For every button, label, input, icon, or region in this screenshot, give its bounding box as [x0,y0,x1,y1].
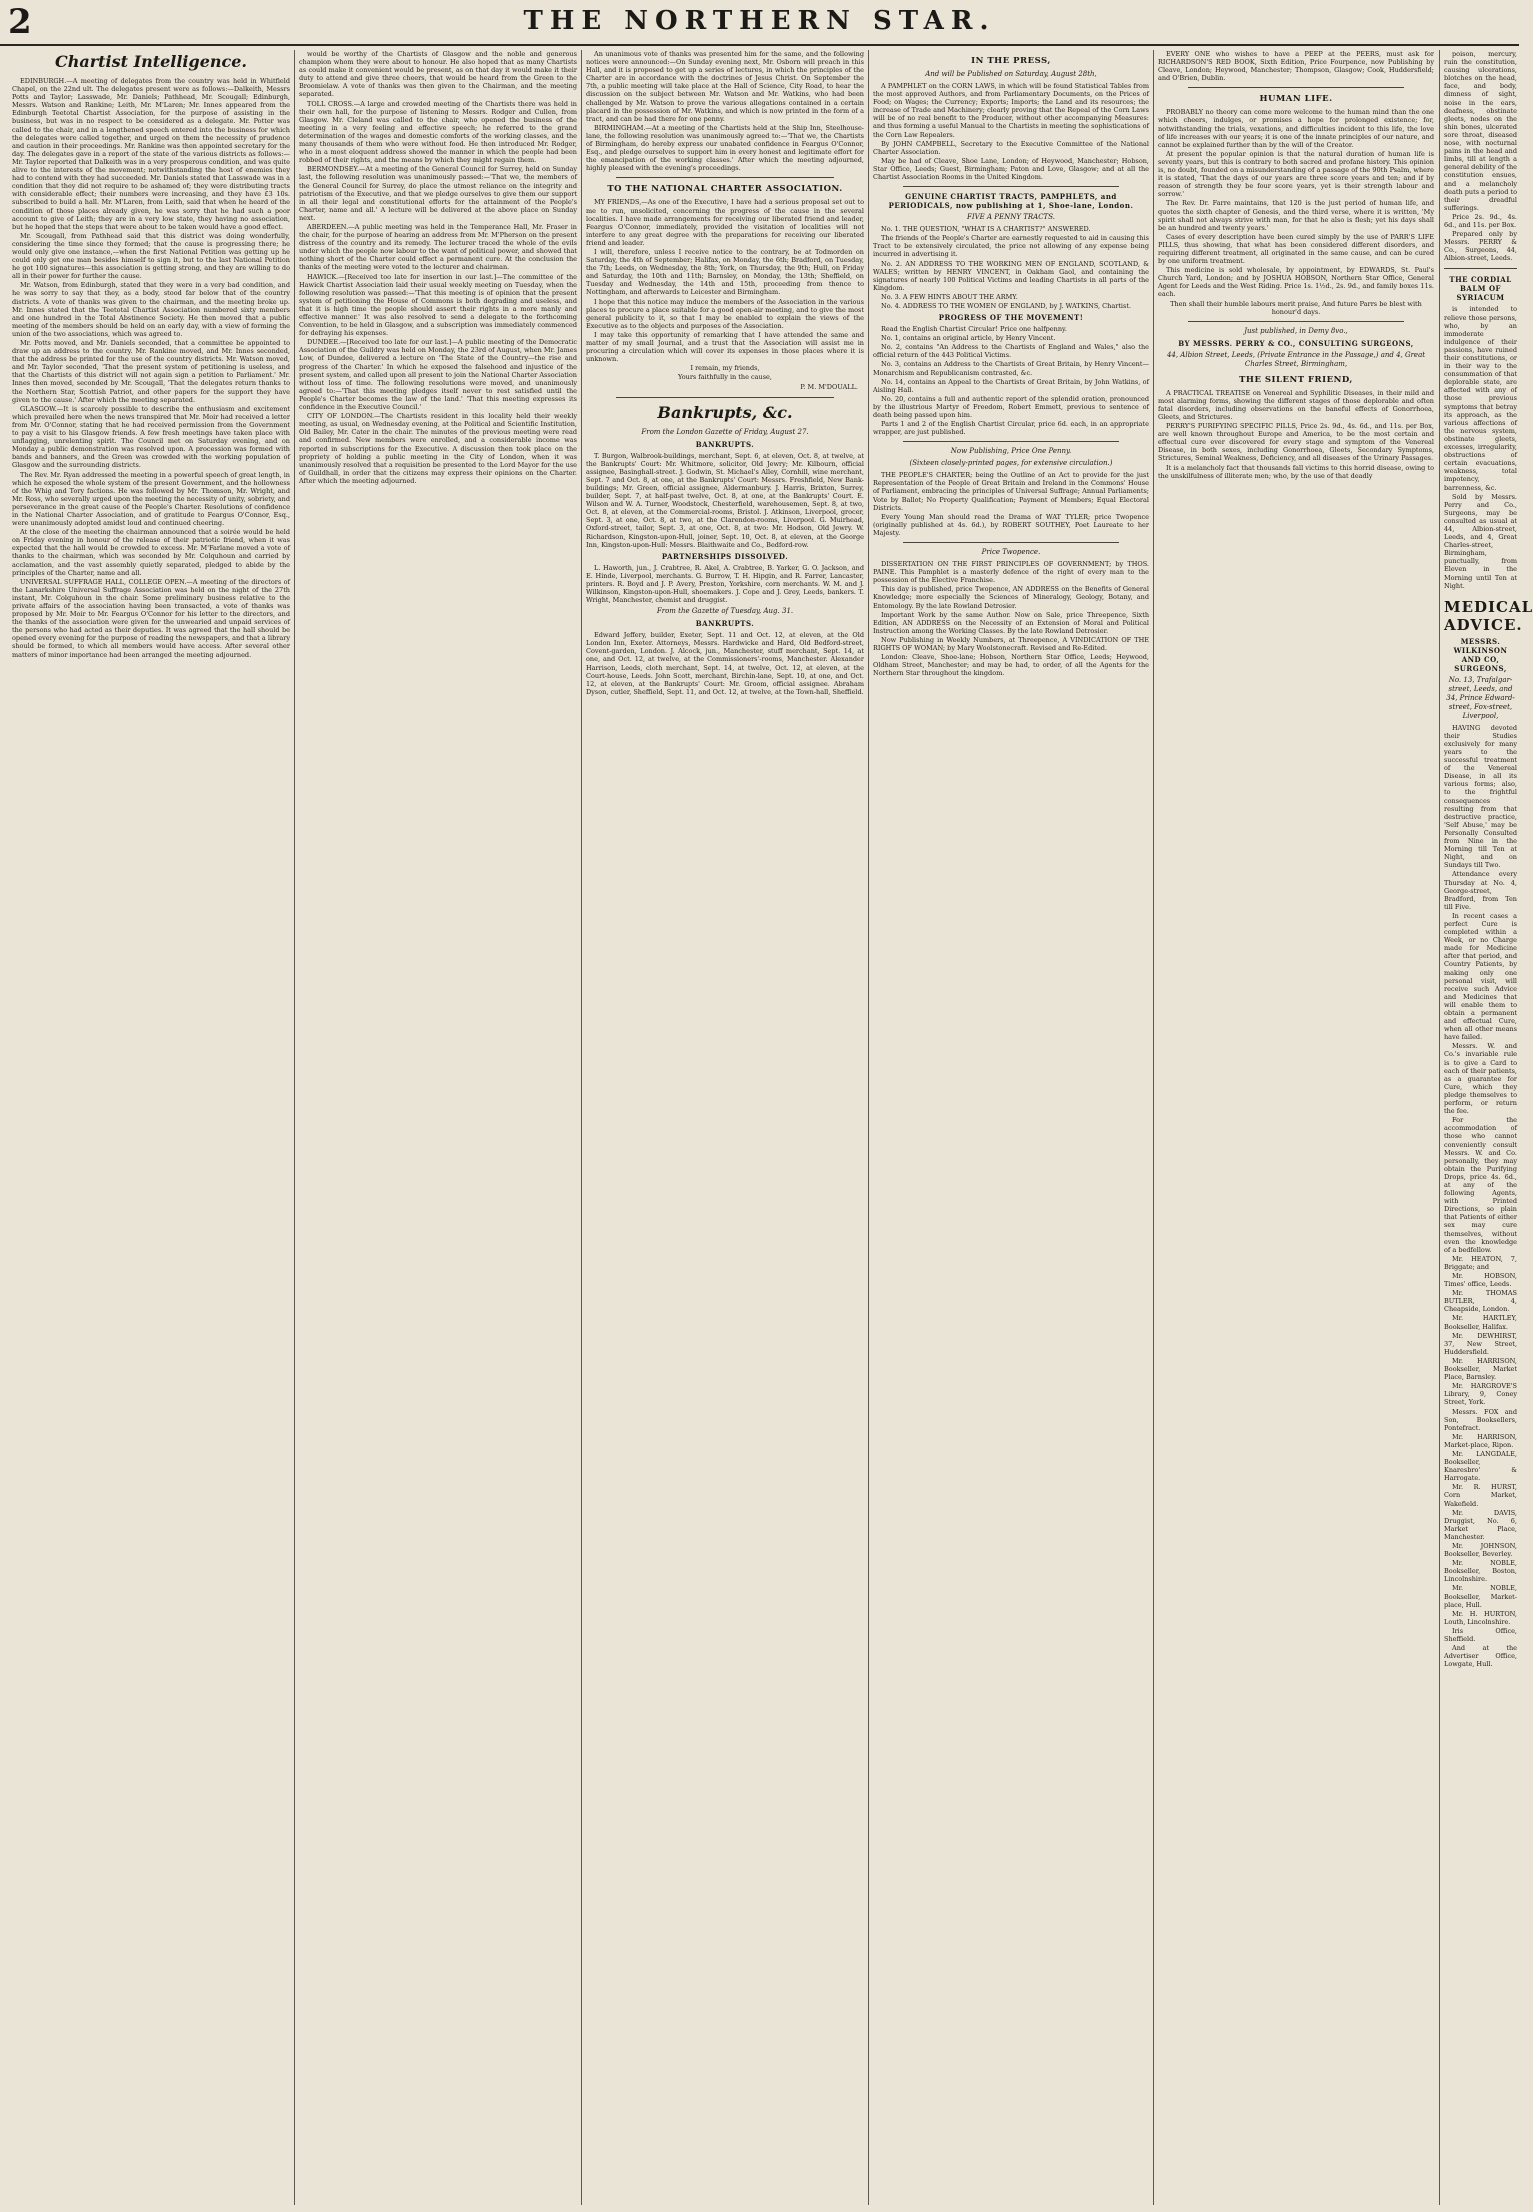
advert-subheading: Now Publishing, Price One Penny. [950,447,1072,456]
gazette-date: From the Gazette of Tuesday, Aug. 31. [656,607,794,616]
list-item: Iris Office, Sheffield. [1444,1626,1517,1644]
list-label: PARTNERSHIPS DISSOLVED. [661,551,789,561]
divider [616,177,834,178]
advert-paragraph: EVERY ONE who wishes to have a PEEP at the PEERS, must ask for RICHARDSON'S RED BOOK, Sixth Edition, Price Fourpence, now Publishing by Cleave, London; Heywood, Manchester; Thompson, Glasgow; Cook, Huddersfield; and O'Brien, Dublin. [1158,50,1434,83]
advert-paragraph: May be had of Cleave, Shoe Lane, London; of Heywood, Manchester; Hobson, Star Office, Leeds; Guest, Birmingham; Paton and Love, Glasgow; and at all the Chartist Association Rooms in the United Kingdom. [873,156,1149,182]
article-paragraph: Mr. Scougall, from Pathhead said that this district was doing wonderfully, considering the time since they formed; that the cause is progressing there; he would only give one instance,—when the first National Petition was getting up he could only get one man besides himself to sign it, but to the last National Petition he got 100 signatures—this association is getting strong, and they are willing to do all in their power for further the cause. [12,231,290,281]
advert-heading: MESSRS. WILKINSON AND CO, SURGEONS, [1453,636,1508,673]
list-item: Mr. JOHNSON, Bookseller, Beverley. [1444,1542,1517,1559]
masthead [0,0,1519,46]
column-3 [586,50,864,2205]
divider [903,186,1119,187]
advert-paragraph: London: Cleave, Shoe-lane; Hobson, Northern Star Office, Leeds; Heywood, Oldham Street, Manchester; and may be had, to order, of all the Agents for the Northern Star throughout the kingdom. [873,653,1149,678]
article-paragraph: The Rev. Mr. Ryan addressed the meeting in a powerful speech of great length, in which he exposed the whole system of the present Government, and the hollowness of the Whig and Tory factions. He was followed by Mr. Thomson, Mr. Wright, and Mr. Ross, who severally urged upon the meeting the necessity of unity, sobriety, and perseverance in the great cause of the People's Charter. Resolutions of confidence in the National Charter Association, and of gratitude to Feargus O'Connor, Esq., were unanimously adopted amidst loud and continued cheering. [12,470,290,528]
advert-paragraph: No. 20, contains a full and authentic report of the splendid oration, pronounced by the illustrious Martyr of Freedom, Robert Emmett, previous to sentence of death being passed upon him. [873,394,1149,419]
list-item: Mr. NOBLE, Bookseller, Boston, Lincolnshire. [1444,1559,1517,1584]
letter-paragraph: MY FRIENDS,—As one of the Executive, I have had a serious proposal set out to me to run, unsolicited, concerning the progress of the cause in the several localities. I have made arrangements for receiving our liberated friend and leader, Feargus O'Connor, immediately, provided the visitation of localities will not interfere to any great degree with the preparations for receiving our liberated friend and leader. [586,198,864,247]
article-paragraph: EDINBURGH.—A meeting of delegates from the country was held in Whitfield Chapel, on the 22nd ult. The delegates present were as follows:—Dalkeith, Messrs Potts and Taylor; Lasswade, Mr. Daniels; Pathhead, Mr. Scougall; Edinburgh, Messrs. Watson and Rankine; Leith, Mr. M'Laren; Mr. Innes appeared from the Edinburgh Teetotal Chartist Association, for the purpose of assisting in the business, but was in no respect to be considered as a delegate. Mr. Potter was called to the chair, and in a lengthened speech entered into the business for which the delegates were called together, and urged on them the necessity of prudence and caution in their proceedings. Mr. Rankine was then appointed secretary for the day. The delegates gave in a report of the state of the various districts as follows:—Mr. Taylor reported that Dalkeith was in a very prosperous condition, and was quite alive to the interests of the movement; notwithstanding the host of enemies they had to contend with they had succeeded. Mr. Daniels stated that Lasswade was in a condition that they did not require to be ashamed of; they were distributing tracts with considerable effect; their numbers were increasing, and they have £3 10s. subscribed to build a hall. Mr. M'Laren, from Leith, said that when he heard of the condition of those places already given, he was sorry that he had such a poor account to give of Leith; they are in a very low state, they having no association, but he hoped that the steps that were about to be taken would have a good effect. [12,77,290,231]
article-paragraph: CITY OF LONDON.—The Chartists resident in this locality held their weekly meeting, as usual, on Wednesday evening, at the Political and Scientific Institution, Old Bailey, Mr. Cater in the chair. The minutes of the previous meeting were read and confirmed. New members were enrolled, and a considerable income was reported in subscriptions for the Executive. A discussion then took place on the propriety of holding a public meeting in the City of London, when it was unanimously resolved that a requisition be presented to the Lord Mayor for the use of Guildhall, in order that the citizens may express their opinions on the Charter. After which the meeting adjourned. [299,412,577,485]
column-rule [294,50,295,2205]
advert-paragraph: For the accommodation of those who cannot conveniently consult Messrs. W. and Co. personally, they may obtain the Purifying Drops, price 4s. 6d., at any of the following Agents, with Printed Directions, so plain that Patients of either sex may cure themselves, without even the knowledge of a bedfellow. [1444,1116,1517,1254]
medical-advice-heading: MEDICAL ADVICE. [1444,597,1533,634]
advert-paragraph: HAVING devoted their Studies exclusively for many years to the successful treatment of the Venereal Disease, in all its various forms; also, to the frightful consequences resulting from that destructive practice, 'Self Abuse,' may be Personally Consulted from Nine in the Morning till Ten at Night, and on Sundays till Two. [1444,723,1517,870]
divider [903,441,1119,442]
letter-paragraph: I may take this opportunity of remarking that I have attended the same and matter of my small Journal, and a trust that the Association will assist me in procuring a circulation which will cover its expenses in those places where it is unknown. [586,330,864,364]
advert-paragraph: No. 14, contains an Appeal to the Chartists of Great Britain, by John Watkins, of Aisling Hall. [873,377,1149,394]
advert-paragraph: Important Work by the same Author. Now on Sale, price Threepence, Sixth Edition, AN ADDRESS on the Necessity of an Extension of Moral and Political Instruction among the Working Classes. By the late Rowland Detrosier. [873,610,1149,635]
list-label: BANKRUPTS. [695,619,755,629]
gazette-date: From the London Gazette of Friday, August 27. [641,427,809,436]
advert-paragraph: The friends of the People's Charter are earnestly requested to aid in causing this Tract to be extensively circulated, the price not allowing of any expense being incurred in advertising it. [873,234,1149,259]
advert-paragraph: No. 1. THE QUESTION, "WHAT IS A CHARTIST?" ANSWERED. [881,225,1091,234]
article-paragraph: Mr. Watson, from Edinburgh, stated that they were in a very bad condition, and he was sorry to say that they, as a body, stood far below that of the country districts. A vote of thanks was given to the chairman, and the meeting broke up. Mr. Innes stated that the Teetotal Chartist Association numbered sixty members and one hundred in the Total Abstinence Society. He then moved that a public meeting of the members should be held on an early day, with a view of forming the union of the two associations, which was agreed to. [12,281,290,338]
article-paragraph: BIRMINGHAM.—At a meeting of the Chartists held at the Ship Inn, Steelhouse-lane, the following resolution was unanimously agreed to:—'That we, the Chartists of Birmingham, do hereby express our unabated confidence in Feargus O'Connor, Esq., and pledge ourselves to support him in every honest and legitimate effort for the emancipation of the working classes.' After which the meeting adjourned, highly pleased with the evening's proceedings. [586,123,864,173]
article-paragraph: would be worthy of the Chartists of Glasgow and the noble and generous champion whom they were about to honour. He also hoped that as many Chartists as could make it convenient would be present, as on that day it would make it their duty to attend and give three cheers, that would be heard from the Green to the Broomielaw. A vote of thanks was then given to the Chairman, and the meeting separated. [299,50,577,99]
letter-paragraph: I will, therefore, unless I receive notice to the contrary, be at Todmorden on Saturday, the 4th of September; Halifax, on Monday, the 6th; Bradford, on Tuesday, the 7th; Leeds, on Wednesday, the 8th; York, on Thursday, the 9th; Hull, on Friday and Saturday, the 10th and 11th; Barnsley, on Monday, the 13th; Sheffield, on Tuesday and Wednesday, the 14th and 15th, proceeding from thence to Nottingham, and afterwards to Leicester and Birmingham. [586,247,864,297]
advert-verse: Then shall their humble labours merit praise, And future Parrs be blest with honour'd days. [1170,299,1422,316]
advert-heading: HUMAN LIFE. [1259,94,1333,105]
letter-signoff: I remain, my friends, [690,364,760,373]
advert-paragraph: Read the English Chartist Circular! Price one halfpenny. [881,325,1067,334]
letter-heading: TO THE NATIONAL CHARTER ASSOCIATION. [607,184,843,195]
article-paragraph: At the close of the meeting the chairman announced that a soirée would be held on Friday evening in honour of the release of their patriotic friend, when it was expected that the hall would be crowded to excess. Mr. M'Farlane moved a vote of thanks to the chairman, which was seconded by Mr. Colquhoun and carried by acclamation, and the vast assembly quietly separated, pledged to abide by the principles of the Charter, name and all. [12,528,290,577]
page-number: 2 [8,2,32,42]
bankrupts-list: T. Burgon, Walbrook-buildings, merchant, Sept. 6, at eleven, Oct. 8, at twelve, at the Bankrupts' Court: Mr. Whitmore, solicitor, Old Jewry; Mr. Kilbourn, official assignee, Basinghall-street. J. Godwin, St. Michael's Alley, Cornhill, wine merchant, Sept. 7 and Oct. 8, at one, at the Bankrupts' Court: Messrs. Freshfield, New Bank-buildings; Mr. Green, official assignee, Aldermanbury. J. Harris, Brixton, Surrey, builder, Sept. 7, at half-past twelve, Oct. 8, at one, at the Bankrupts' Court. E. Wilson and W. A. Turner, Woodstock, Chesterfield, warehousemen, Sept. 8, at two, Oct. 8, at eleven, at the Commercial-rooms, Bristol. J. Atkinson, Liverpool, grocer, Sept. 3, at one, Oct. 8, at two, at the Clarendon-rooms, Liverpool. G. Muirhead, Oxford-street, tailor, Sept. 3, at one, Oct. 8, at two: Mr. Hodson, Old Jewry. W. Richardson, Kingston-upon-Hull, joiner, Sept. 10, Oct. 8, at eleven, at the George Inn, Kingston-upon-Hull: Messrs. Blaithwaite and Co., Bedford-row. [586,451,864,549]
column-4 [873,50,1149,2205]
advert-paragraph: No. 1, contains an original article, by Henry Vincent. [881,334,1056,343]
advert-title: THE SILENT FRIEND, [1239,374,1353,385]
advert-paragraph: DISSERTATION ON THE FIRST PRINCIPLES OF GOVERNMENT; by THOS. PAINE. This Pamphlet is a masterly defence of the right of every man to the possession of the Elective Franchise. [873,560,1149,585]
article-paragraph: BERMONDSEY.—At a meeting of the General Council for Surrey, held on Sunday last, the following resolution was unanimously passed:—'That we, the members of the General Council for Surrey, do place the utmost reliance on the integrity and patriotism of the Executive, and that we pledge ourselves to give them our support in all their legal and constitutional efforts for the attainment of the People's Charter, name and all.' A lecture will be delivered at the above place on Sunday next. [299,165,577,222]
advert-paragraph: Messrs. W. and Co.'s invariable rule is to give a Card to each of their patients, as a guarantee for Cure, which they pledge themselves to perform, or return the fee. [1444,1042,1517,1116]
list-item: And at the Advertiser Office, Lowgate, Hull. [1444,1644,1517,1669]
column-5 [1158,50,1434,2205]
advert-paragraph: At present the popular opinion is that the natural duration of human life is seventy years, but this is contrary to both sacred and profane history. This opinion is, no doubt, founded on a misunderstanding of a passage of the 90th Psalm, where it is stated, 'That the days of our years are three score years and ten; and if by reason of strength they be four score years, yet is their strength labour and sorrow.' [1158,149,1434,199]
list-label: BANKRUPTS. [695,439,755,449]
column-2 [299,50,577,2205]
agents-list [1444,1255,1517,1669]
list-item: Mr. NOBLE, Bookseller, Market-place, Hull. [1444,1584,1517,1609]
divider [1444,268,1517,269]
advert-heading: THE CORDIAL BALM OF SYRIACUM [1449,275,1512,303]
column-rule [581,50,582,2205]
advert-paragraph: In recent cases a perfect Cure is completed within a Week, or no Charge made for Medicine after that period, and Country Patients, by making only one personal visit, will receive such Advice and Medicines that will enable them to obtain a permanent and effectual Cure, when all other means have failed. [1444,911,1517,1042]
advert-paragraph: Every Young Man should read the Drama of WAT TYLER; price Twopence (originally published at 4s. 6d.), by ROBERT SOUTHEY, Poet Laureate to her Majesty. [873,512,1149,537]
advert-paragraph: Parts 1 and 2 of the English Chartist Circular, price 6d. each, in an appropriate wrapper, are just published. [873,420,1149,437]
advert-paragraph: Now Publishing in Weekly Numbers, at Threepence, A VINDICATION OF THE RIGHTS OF WOMAN; by Mary Woolstonecraft. Revised and Re-Edited. [873,635,1149,652]
list-item: Messrs. FOX and Son, Booksellers, Pontefract. [1444,1407,1517,1432]
advert-paragraph: This day is published, price Twopence, AN ADDRESS on the Benefits of General Knowledge; more especially the Sciences of Mineralogy, Geology, Botany, and Entomology. By the late Rowland Detrosier. [873,585,1149,610]
list-item: Mr. H. HURTON, Louth, Lincolnshire. [1444,1609,1517,1626]
column-1 [12,50,290,2205]
divider [1188,87,1404,88]
advert-paragraph: PERRY'S PURIFYING SPECIFIC PILLS, Price 2s. 9d., 4s. 6d., and 11s. per Box, are well known throughout Europe and America, to be the most certain and effectual cure ever discovered for every stage and symptom of the Venereal Disease, in both sexes, including Gonorrhoea, Gleets, Secondary Symptoms, Strictures, Seminal Weakness, Deficiency, and all diseases of the Urinary Passages. [1158,422,1434,463]
list-item: Mr. DAVIS, Druggist, No. 6, Market Place, Manchester. [1444,1508,1517,1541]
newspaper-title: THE NORTHERN STAR. [523,6,996,36]
list-item: Mr. HARRISON, Bookseller, Market Place, Barnsley. [1444,1356,1517,1382]
advert-subheading: FIVE A PENNY TRACTS. [967,213,1055,222]
advert-paragraph: Cases of every description have been cured simply by the use of PARR'S LIFE PILLS, thus showing, that what has been considered different disorders, and requiring different treatment, all originated in the same cause, and can be cured by one uniform treatment. [1158,232,1434,266]
article-paragraph: UNIVERSAL SUFFRAGE HALL, COLLEGE OPEN.—A meeting of the directors of the Lanarkshire Universal Suffrage Association was held on the night of the 27th instant, Mr. Colquhoun in the chair. Some preliminary business relative to the private affairs of the association having been transacted, a vote of thanks was proposed by Mr. Moir to Mr. Feargus O'Connor for his letter to the directors, and the thanks of the association were given for the unwearied and unpaid services of the persons who had acted as their deputies. It was agreed that the hall should be opened every evening for the purpose of reading the newspapers, and that a library should be formed, to which all members would have access. After several other matters of minor importance had been arranged the meeting adjourned. [12,577,290,659]
list-item: Mr. THOMAS BUTLER, 4, Cheapside, London. [1444,1289,1517,1314]
partnerships-list: L. Haworth, jun., J. Crabtree, R. Akel, A. Crabtree, B. Yarker, G. O. Jackson, and E. Hinde, Liverpool, merchants. G. Burrow, T. H. Hipgin, and R. Farrer, Lancaster, printers. R. Boyd and J. P. Avery, Preston, Yorkshire, corn merchants. W. M. and J. Wilkinson, Kingston-upon-Hull, shoemakers. J. Cope and J. Grey, Leeds, bankers. T. Wright, Manchester, chemist and druggist. [586,563,864,605]
advert-subheading: Just published, in Demy 8vo., [1244,326,1348,335]
list-item: Mr. HEATON, 7, Briggate; and [1444,1254,1517,1271]
advert-paragraph: Prepared only by Messrs. PERRY & Co., Surgeons, 44, Albion-street, Leeds. [1444,230,1517,263]
advert-paragraph: A PAMPHLET on the CORN LAWS, in which will be found Statistical Tables from the most approved Authors, and from Parliamentary Documents, on the Prices of Food; on Wages; the Currency; Exports; Imports; the Land and its resources; the increase of Trade and Machinery; clearly proving that the Repeal of the Corn Laws will be of no real benefit to the Producer, without other accompanying Measures: and thus forming a useful Manual to the Chartists in meeting the sophistications of the Corn Law Repealers. [873,82,1149,139]
advert-paragraph: Attendance every Thursday at No. 4, George-street, Bradford, from Ten till Five. [1444,870,1517,911]
list-item: Mr. HARRISON, Market-place, Ripon. [1444,1432,1517,1449]
advert-paragraph: is intended to relieve those persons, who, by an immoderate indulgence of their passions, have ruined their constitutions, or in their way to the consummation of that deplorable state, are affected with any of those previous symptoms that betray its approach, as the various affections of the nervous system, obstinate gleets, excesses, irregularity, obstructions of certain evacuations, weakness, total impotency, barrenness, &c. [1444,305,1517,492]
article-paragraph: GLASGOW.—It is scarcely possible to describe the enthusiasm and excitement which prevailed here when the news transpired that Mr. Moir had received a letter from Mr. O'Connor, stating that he had received permission from the Government to pay a visit to his Glasgow friends. A few fresh meetings have taken place with unflagging, unrelenting spirit. The Council met on Saturday evening, and on Monday a public demonstration was resolved upon. A procession was formed with bands and banners, and the Green was crowded with the working population of Glasgow and the surrounding districts. [12,404,290,470]
list-item: Mr. HOBSON, Times' office, Leeds. [1444,1272,1517,1289]
list-item: Mr. LANGDALE, Bookseller, Knaresbro' & Harrogate. [1444,1449,1517,1483]
letter-paragraph: I hope that this notice may induce the members of the Association in the various places to procure a place suitable for a good open-air meeting, and to give the most general publicity to it, so that I may be enabled to explain the views of the Executive as to the objects and purposes of the Association. [586,297,864,330]
advert-paragraph: It is a melancholy fact that thousands fall victims to this horrid disease, owing to the unskilfulness of illiterate men; who, by the use of that deadly [1158,463,1434,480]
advert-heading: PROGRESS OF THE MOVEMENT! [938,313,1084,323]
bankrupts-list: Edward Jeffery, builder, Exeter, Sept. 11 and Oct. 12, at eleven, at the Old London Inn, Exeter. Attorneys, Messrs. Hardwicke and Hard, Old Bedford-street, Covent-garden, London. J. Alcock, jun., Manchester, stuff merchant, Sept. 14, at one, and Oct. 12, at twelve, at the Commissioners'-rooms, Manchester. Alexander Harrison, Leeds, cloth merchant, Sept. 14, at twelve, Oct. 12, at eleven, at the Court-house, Leeds. John Scott, merchant, Birchin-lane, Sept. 10, at one, and Oct. 12, at eleven, at the Bankrupts' Court: Mr. Groom, official assignee. Abraham Dyson, cutler, Sheffield, Sept. 11, and Oct. 12, at twelve, at the Town-hall, Sheffield. [586,631,864,696]
advert-address: No. 13, Trafalgar-street, Leeds, and 34, Prince Edward-street, Fox-street, Liverpool, [1446,675,1515,720]
advert-heading: IN THE PRESS, [971,56,1051,66]
column-rule [1439,50,1440,2205]
letter-signature: P. M. M'DOUALL. [800,383,858,392]
divider [903,542,1119,543]
advert-paragraph: No. 4. ADDRESS TO THE WOMEN OF ENGLAND, by J. WATKINS, Chartist. [881,301,1132,310]
advert-paragraph: No. 2. AN ADDRESS TO THE WORKING MEN OF ENGLAND, SCOTLAND, & WALES; written by HENRY VINCENT, in Oakham Gaol, and containing the signatures of nearly 100 Political Victims and leading Chartists in all parts of the Kingdom. [873,259,1149,292]
divider [616,397,834,398]
advert-paragraph: No. 3. A FEW HINTS ABOUT THE ARMY. [881,292,1018,301]
advert-paragraph: No. 2, contains "An Address to the Chartists of England and Wales," also the official return of the 443 Political Victims. [873,343,1149,360]
advert-paragraph: By JOHN CAMPBELL, Secretary to the Executive Committee of the National Charter Association. [873,139,1149,156]
advert-paragraph: poison, mercury, ruin the constitution, causing ulcerations, blotches on the head, face, and body, dimness of sight, noise in the ears, deafness, obstinate gleets, nodes on the shin bones, ulcerated sore throat, diseased nose, with nocturnal pains in the head and limbs, till at length a general debility of the constitution ensues, and a melancholy death puts a period to their dreadful sufferings. [1444,50,1517,212]
letter-signoff: Yours faithfully in the cause, [678,373,772,382]
column-rule [1153,50,1154,2205]
column-6 [1444,50,1533,2205]
advert-subheading: Price Twopence. [981,548,1041,557]
column-rule [868,50,869,2205]
advert-paragraph: No. 3, contains an Address to the Chartists of Great Britain, by Henry Vincent—Monarchism and Republicanism contrasted, &c. [873,360,1149,377]
list-item: Mr. HARGROVE'S Library, 9, Coney Street, York. [1444,1382,1517,1407]
advert-paragraph: THE PEOPLE'S CHARTER; being the Outline of an Act to provide for the just Representation of the People of Great Britain and Ireland in the Commons' House of Parliament, embracing the principles of Universal Suffrage; Annual Parliaments; Vote by Ballot; No Property Qualification; Payment of Members; Equal Electoral Districts. [873,471,1149,512]
advert-subheading: (Sixteen closely-printed pages, for extensive circulation.) [909,459,1113,468]
article-paragraph: ABERDEEN.—A public meeting was held in the Temperance Hall, Mr. Fraser in the chair, for the purpose of hearing an address from Mr. M'Pherson on the present distress of the country and its remedy. The lecturer traced the whole of the evils under which the people now labour to the want of political power, and showed that nothing short of the Charter could effect a permanent cure. At the conclusion the thanks of the meeting were voted to the lecturer and chairman. [299,222,577,272]
list-item: Mr. DEWHIRST, 37, New Street, Huddersfield. [1444,1331,1517,1356]
advert-paragraph: PROBABLY no theory can come more welcome to the human mind than the one which cheers, indulges, or promises a hope for prolonged existence; for, notwithstanding the trials, vexations, and difficulties incident to this life, the love of life increases with our years; it is one of the innate principles of our nature, and cannot be explained further than by the will of the Creator. [1158,108,1434,149]
section-heading-bankrupts: Bankrupts, &c. [657,402,793,422]
divider [1188,321,1404,322]
list-item: Mr. HARTLEY, Bookseller, Halifax. [1444,1314,1517,1331]
advert-heading: GENUINE CHARTIST TRACTS, PAMPHLETS, and PERIODICALS, now publishing at 1, Shoe-lane, London. [888,192,1134,211]
advert-address: 44, Albion Street, Leeds, (Private Entrance in the Passage,) and 4, Great Charles Street, Birmingham, [1166,350,1426,368]
advert-paragraph: This medicine is sold wholesale, by appointment, by EDWARDS, St. Paul's Church Yard, London; and by JOSHUA HOBSON, Northern Star Office, General Agent for Leeds and the West Riding. Price 1s. 1½d., 2s. 9d., and family boxes 11s. each. [1158,266,1434,299]
advert-heading: BY MESSRS. PERRY & CO., CONSULTING SURGEONS, [1178,338,1414,348]
advert-paragraph: A PRACTICAL TREATISE on Venereal and Syphilitic Diseases, in their mild and most alarming forms, showing the different stages of those deplorable and often fatal disorders, including observations on the baneful effects of Gonorrhoea, Gleets, and Strictures. [1158,388,1434,421]
article-paragraph: HAWICK.—[Received too late for insertion in our last.]—The committee of the Hawick Chartist Association laid their usual weekly meeting on Tuesday, when the following resolution was passed:—'That this meeting is of opinion that the present system of petitioning the House of Commons is both degrading and useless, and that it is high time the people should assert their rights in a more manly and effective manner.' It was also resolved to send a delegate to the forthcoming Convention, to be held in Glasgow, and a subscription was immediately commenced for defraying his expenses. [299,272,577,338]
advert-paragraph: The Rev. Dr. Farre maintains, that 120 is the just period of human life, and quotes the sixth chapter of Genesis, and the third verse, where it is written, 'My spirit shall not always strive with man, for that he also is flesh; yet his days shall be an hundred and twenty years.' [1158,199,1434,232]
advert-subheading: And will be Published on Saturday, August 28th, [925,70,1097,78]
section-heading-chartist-intelligence: Chartist Intelligence. [54,52,247,71]
advert-paragraph: Sold by Messrs. Perry and Co., Surgeons, may be consulted as usual at 44, Albion-street, Leeds, and 4, Great Charles-street, Birmingham, punctually, from Eleven in the Morning until Ten at Night. [1444,492,1517,590]
article-paragraph: DUNDEE.—[Received too late for our last.]—A public meeting of the Democratic Association of the Guildry was held on Monday, the 23rd of August, when Mr. James Low, of Dundee, delivered a lecture on 'The State of the Country—the rise and progress of the Charter.' In which he exposed the falsehood and injustice of the present system, and called upon all present to join the National Charter Association without loss of time. The following resolutions were moved, and unanimously agreed to:—'That this meeting pledges itself never to rest satisfied until the People's Charter becomes the law of the land.' 'That this meeting expresses its confidence in the Executive Council.' [299,338,577,412]
article-paragraph: TOLL CROSS.—A large and crowded meeting of the Chartists there was held in their own hall, for the purpose of listening to Messrs. Rodger and Cullen, from Glasgow. Mr. Cleland was called to the chair, who opened the business of the meeting in a very feeling and effective speech; he referred to the grand determination of the wages and domestic comforts of the working classes, and the many thousands of them who were without food. He then introduced Mr. Rodger, who in a most eloquent address showed the manner in which the people had been robbed of their rights, and the means by which they might regain them. [299,99,577,165]
list-item: Mr. R. HURST, Corn Market, Wakefield. [1444,1483,1517,1508]
advert-paragraph: Price 2s. 9d., 4s. 6d., and 11s. per Box. [1444,212,1517,229]
article-paragraph: An unanimous vote of thanks was presented him for the same, and the following notices were announced:—On Sunday evening next, Mr. Osborn will preach in this Hall, and it is proposed to get up a series of lectures, in which the principles of the Charter are in accordance with the doctrines of Jesus Christ. On September the 7th, a public meeting will take place at the Hall of Science, City Road, to hear the discussion on the subject between Mr. Watson and Mr. Watkins, who had been challenged by Mr. Watson to prove the various allegations contained in a certain placard in the possession of Mr. Watkins, and which is now printed in the form of a tract, and can be had there for one penny. [586,50,864,123]
article-paragraph: Mr. Potts moved, and Mr. Daniels seconded, that a committee be appointed to draw up an address to the country. Mr. Rankine moved, and Mr. Innes seconded, that the address be printed for the use of the country districts. Mr. Watson moved, and Mr. Taylor seconded, 'That the present system of petitioning is useless, and that the Chartists of this district will not again sign a petition to Parliament.' Mr. Innes then moved, seconded by Mr. Scougall, 'That the delegates return thanks to the Northern Star, Scottish Patriot, and other papers for the support they have given to the cause.' After which the meeting separated. [12,339,290,404]
